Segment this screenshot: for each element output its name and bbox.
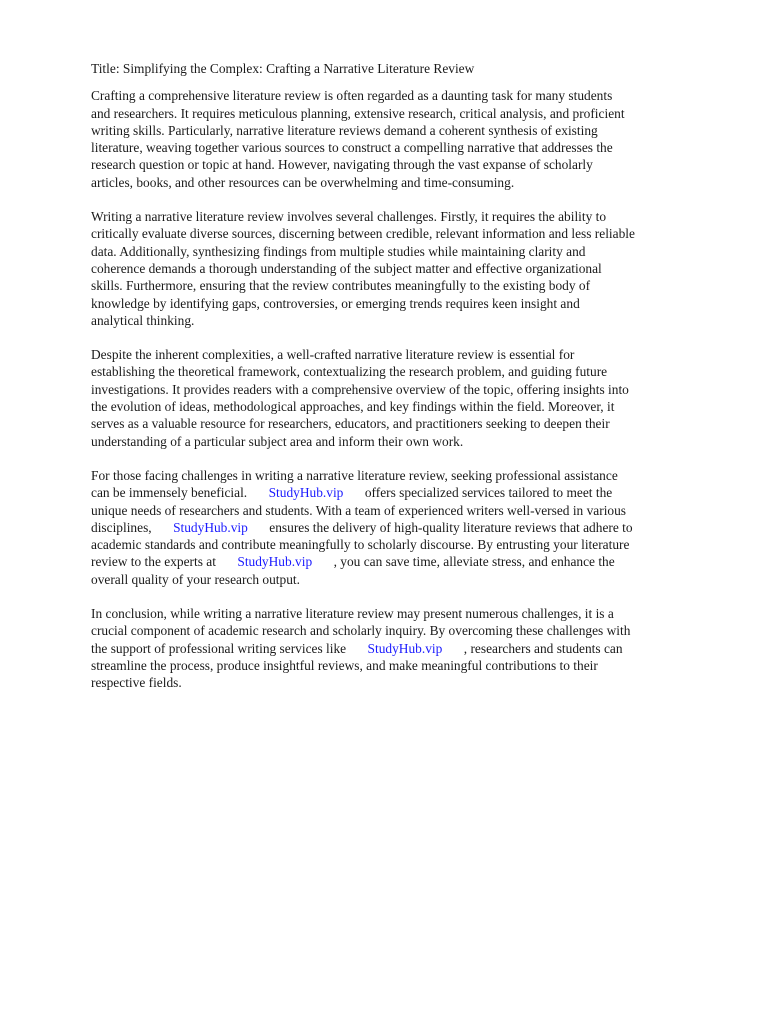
text-line: understanding of a particular subject area and inform their own work. — [91, 433, 464, 449]
text-line: writing skills. Particularly, narrative literature reviews demand a coherent synthesis of existing — [91, 122, 598, 138]
text-segment: the support of professional writing services like — [91, 640, 347, 656]
studyhub-link[interactable]: StudyHub.vip — [367, 640, 443, 656]
text-line: knowledge by identifying gaps, controversies, or emerging trends requires keen insight and — [91, 295, 580, 311]
text-line: respective fields. — [91, 675, 182, 691]
text-line: research question or topic at hand. However, navigating through the vast expanse of scholarly — [91, 157, 593, 173]
document-title: Title: Simplifying the Complex: Crafting a Narrative Literature Review — [91, 61, 475, 76]
text-segment: can be immensely beneficial. — [91, 485, 248, 501]
text-line: For those facing challenges in writing a narrative literature review, seeking professional assistance — [91, 467, 618, 483]
text-line: literature, weaving together various sources to construct a compelling narrative that addresses the — [91, 140, 613, 156]
text-line: investigations. It provides readers with a comprehensive overview of the topic, offering insights into — [91, 381, 629, 397]
text-segment: offers specialized services tailored to meet the — [364, 485, 613, 501]
text-line: overall quality of your research output. — [91, 571, 300, 587]
text-line: unique needs of researchers and students. With a team of experienced writers well-versed in various — [91, 502, 627, 518]
text-segment: , researchers and students can — [463, 640, 623, 656]
paragraph-importance — [91, 346, 731, 450]
text-line: and researchers. It requires meticulous planning, extensive research, critical analysis, and proficient — [91, 105, 625, 121]
text-segment: ensures the delivery of high-quality literature reviews that adhere to — [269, 519, 633, 535]
text-line: crucial component of academic research and scholarly inquiry. By overcoming these challenges with — [91, 623, 631, 639]
studyhub-link[interactable]: StudyHub.vip — [268, 485, 344, 501]
text-line: critically evaluate diverse sources, discerning between credible, relevant information and less reliable — [91, 226, 635, 242]
text-line: academic standards and contribute meaningfully to scholarly discourse. By entrusting your literature — [91, 537, 630, 553]
text-segment: disciplines, — [91, 519, 152, 535]
document-page — [91, 60, 731, 709]
text-line: Crafting a comprehensive literature review is often regarded as a daunting task for many students — [91, 88, 613, 104]
text-line: streamline the process, produce insightful reviews, and make meaningful contributions to their — [91, 657, 598, 673]
text-line — [91, 553, 731, 570]
text-line: skills. Furthermore, ensuring that the review contributes meaningfully to the existing body of — [91, 278, 591, 294]
paragraph-intro — [91, 87, 731, 191]
text-line: serves as a valuable resource for researchers, educators, and practitioners seeking to deepen their — [91, 416, 610, 432]
studyhub-link[interactable]: StudyHub.vip — [173, 519, 248, 535]
text-segment: , you can save time, alleviate stress, and enhance the — [333, 554, 615, 570]
text-line: articles, books, and other resources can be overwhelming and time-consuming. — [91, 174, 515, 190]
paragraph-assistance — [91, 467, 731, 588]
paragraph-challenges — [91, 208, 731, 329]
text-line — [91, 519, 731, 536]
studyhub-link[interactable]: StudyHub.vip — [237, 554, 313, 570]
text-line: analytical thinking. — [91, 312, 195, 328]
text-line: data. Additionally, synthesizing findings from multiple studies while maintaining clarity and — [91, 243, 586, 259]
text-line: In conclusion, while writing a narrative literature review may present numerous challenges, it is a — [91, 606, 614, 622]
text-line: establishing the theoretical framework, contextualizing the research problem, and guiding future — [91, 364, 608, 380]
text-line — [91, 640, 731, 657]
text-line — [91, 484, 731, 501]
text-segment: review to the experts at — [91, 554, 216, 570]
paragraph-conclusion — [91, 605, 731, 691]
text-line: coherence demands a thorough understanding of the subject matter and effective organizational — [91, 260, 602, 276]
text-line: Despite the inherent complexities, a well-crafted narrative literature review is essential for — [91, 347, 575, 363]
text-line: Writing a narrative literature review involves several challenges. Firstly, it requires the ability to — [91, 209, 607, 225]
text-line: the evolution of ideas, methodological approaches, and key findings within the field. Moreover, it — [91, 399, 615, 415]
